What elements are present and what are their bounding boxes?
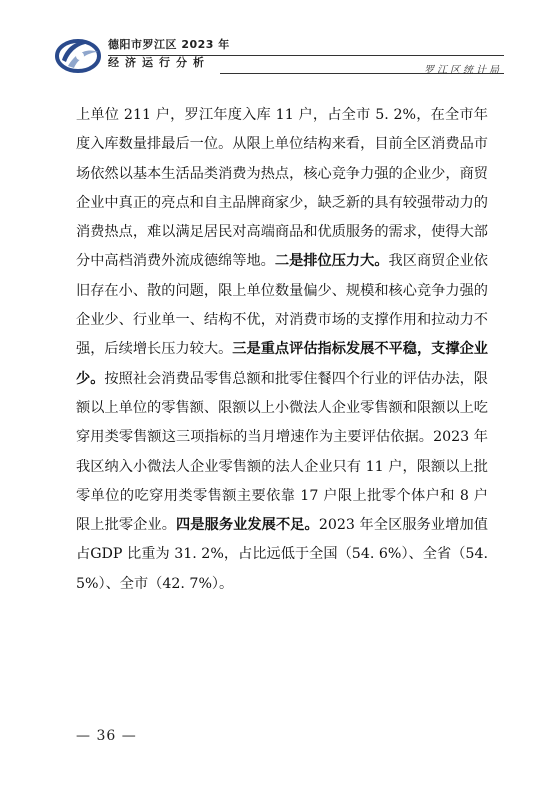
bold-heading-key-indicators: 三是重点评估指标发展不平稳，支撑企业少。 xyxy=(76,341,488,387)
text-segment: 我区商贸企业依旧存在小、散的问题，限上单位数量偏少、规模和核心竞争力强的企业少、行业单一、结构不优，对消费市场的支撑作用和拉动力不强，后续增长压力较大。 xyxy=(76,253,488,358)
report-title: 德阳市罗江区 2023 年 xyxy=(108,38,230,51)
paragraph xyxy=(76,101,488,599)
report-subtitle: 经济运行分析 xyxy=(108,56,210,69)
text-segment: 按照社会消费品零售总额和批零住餐四个行业的评估办法，限额以上单位的零售额、限额以上小微法人企业零售额和限额以上吃穿用类零售额这三项指标的当月增速作为主要评估依据。2023 年我区纳入小微法人企业零售额的法人企业只有 11 户，限额以上批零单位的吃穿用类零售额主要依靠 17 户限上批零个体户和 8 户限上批零企业。 xyxy=(76,370,488,534)
body-paragraph xyxy=(76,101,488,599)
statistics-bureau-logo-icon xyxy=(54,30,102,78)
text-segment: 2023 年全区服务业增加值占GDP 比重为 31. 2%，占比远低于全国（54. 6%）、全省（54. 5%）、全市（42. 7%）。 xyxy=(76,517,488,592)
page-number: — 36 — xyxy=(76,728,137,744)
page-header xyxy=(0,0,560,90)
text-segment: 上单位 211 户，罗江年度入库 11 户，占全市 5. 2%，在全市年度入库数量排最后一位。从限上单位结构来看，目前全区消费品市场依然以基本生活品类消费为热点，核心竞争力强的企业少，商贸企业中真正的亮点和自主品牌商家少，缺乏新的具有较强带动力的消费热点，难以满足居民对高端商品和优质服务的需求，使得大部分中高档消费外流成德绵等地。 xyxy=(76,107,488,270)
bold-heading-service-industry: 四是服务业发展不足。 xyxy=(175,517,319,534)
bold-heading-ranking-pressure: 二是排位压力大。 xyxy=(274,253,389,270)
organization-name: 罗江区统计局 xyxy=(424,65,502,76)
